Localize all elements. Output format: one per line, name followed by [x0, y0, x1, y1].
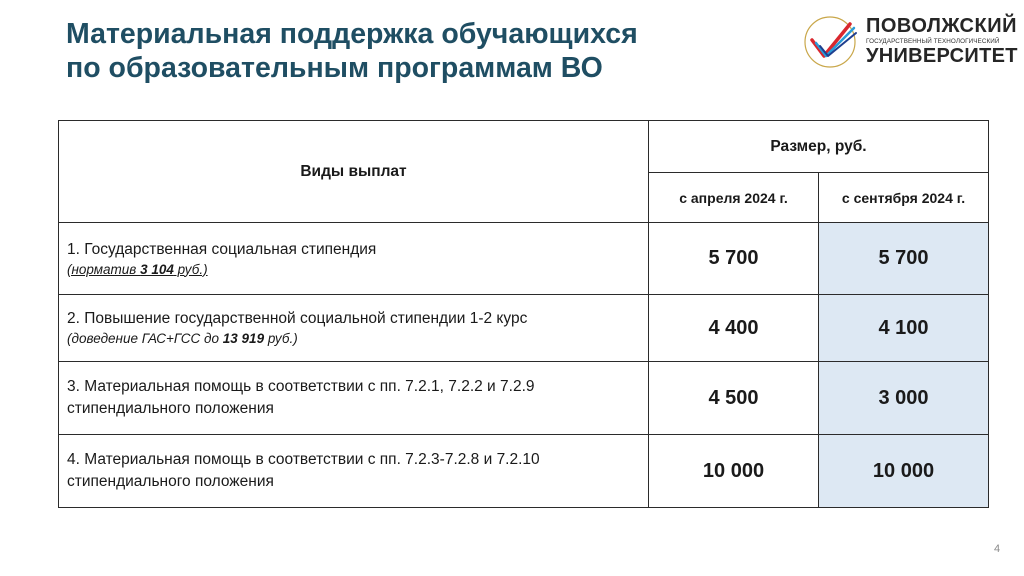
- table-row: [59, 362, 989, 435]
- header-from-september: с сентября 2024 г.: [819, 173, 989, 223]
- amount-april: 4 500: [649, 362, 819, 435]
- header-payment-types: Виды выплат: [59, 121, 649, 223]
- note-text: (доведение ГАС+ГСС до: [67, 331, 223, 346]
- payment-note: [67, 261, 640, 279]
- amount-april: 10 000: [649, 435, 819, 508]
- amount-september: 3 000: [819, 362, 989, 435]
- payment-note: [67, 330, 640, 348]
- payment-type-label: 3. Материальная помощь в соответствии с пп. 7.2.1, 7.2.2 и 7.2.9 стипендиального положения: [67, 378, 535, 417]
- table-row: [59, 295, 989, 362]
- payment-type-cell: [59, 362, 649, 435]
- payments-table: [58, 120, 989, 508]
- page-title: [66, 17, 786, 85]
- amount-september: 10 000: [819, 435, 989, 508]
- table-header-row: [59, 121, 989, 173]
- header-from-april: с апреля 2024 г.: [649, 173, 819, 223]
- amount-september: 4 100: [819, 295, 989, 362]
- header-amount: Размер, руб.: [649, 121, 989, 173]
- logo-text-line-3: УНИВЕРСИТЕТ: [866, 45, 1018, 67]
- amount-april: 5 700: [649, 223, 819, 295]
- title-line-1: Материальная поддержка обучающихся: [66, 18, 638, 50]
- payment-type-label: 1. Государственная социальная стипендия: [67, 240, 377, 258]
- payment-type-cell: [59, 435, 649, 508]
- page-number: 4: [994, 543, 1001, 555]
- table-row: [59, 223, 989, 295]
- note-amount: 3 104: [140, 261, 174, 277]
- payment-type-cell: [59, 223, 649, 295]
- logo-text-line-1: ПОВОЛЖСКИЙ: [866, 15, 1017, 37]
- amount-april: 4 400: [649, 295, 819, 362]
- note-text: руб.): [264, 331, 298, 346]
- payment-type-cell: [59, 295, 649, 362]
- table-row: [59, 435, 989, 508]
- payment-type-label: 2. Повышение государственной социальной стипендии 1-2 курс: [67, 310, 528, 327]
- payment-type-label: 4. Материальная помощь в соответствии с пп. 7.2.3-7.2.8 и 7.2.10 стипендиального положения: [67, 451, 540, 490]
- university-emblem-icon: [800, 12, 862, 72]
- note-text: (норматив: [67, 261, 141, 277]
- note-text: руб.): [173, 261, 208, 277]
- amount-september: 5 700: [819, 223, 989, 295]
- title-line-2: по образовательным программам ВО: [66, 52, 603, 84]
- note-amount: 13 919: [222, 331, 265, 346]
- logo-text-line-2: ГОСУДАРСТВЕННЫЙ ТЕХНОЛОГИЧЕСКИЙ: [866, 38, 1000, 45]
- university-logo: [800, 12, 1018, 72]
